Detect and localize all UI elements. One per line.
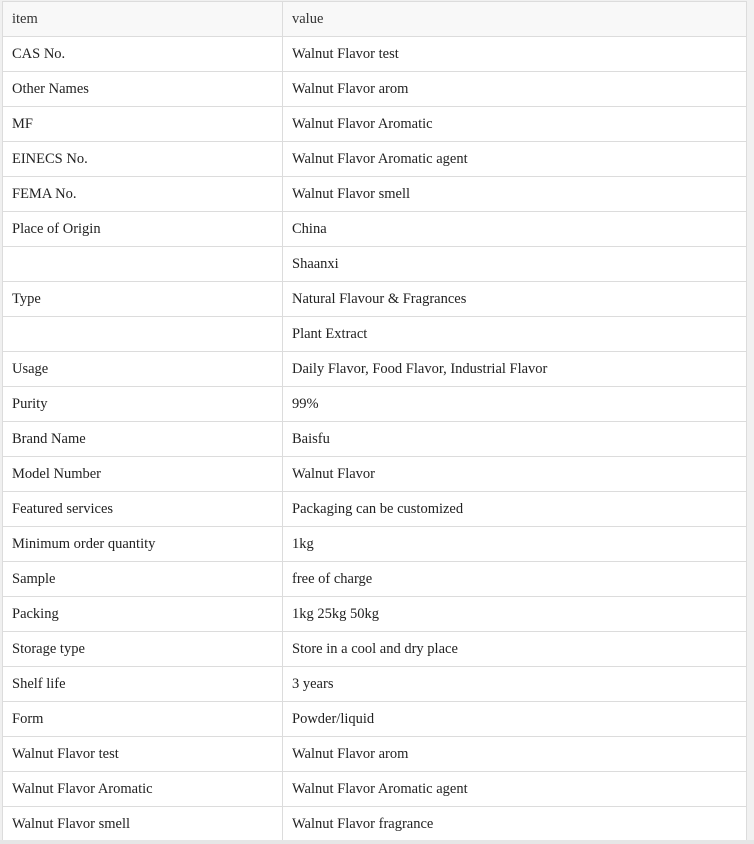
cell-value: free of charge: [283, 562, 747, 597]
cell-item: MF: [3, 107, 283, 142]
table-row: [3, 562, 747, 597]
table-header: [3, 2, 747, 37]
header-row: [3, 2, 747, 37]
cell-item: Sample: [3, 562, 283, 597]
cell-item: EINECS No.: [3, 142, 283, 177]
cell-value: Walnut Flavor arom: [283, 737, 747, 772]
cell-value: Walnut Flavor arom: [283, 72, 747, 107]
cell-value: 1kg: [283, 527, 747, 562]
cell-item: Walnut Flavor Aromatic: [3, 772, 283, 807]
cell-value: Walnut Flavor Aromatic agent: [283, 772, 747, 807]
cell-value: 1kg 25kg 50kg: [283, 597, 747, 632]
cell-item: Place of Origin: [3, 212, 283, 247]
cell-item: [3, 317, 283, 352]
cell-value: China: [283, 212, 747, 247]
cell-item: Storage type: [3, 632, 283, 667]
cell-value: Walnut Flavor: [283, 457, 747, 492]
cell-item: Purity: [3, 387, 283, 422]
cell-item: Usage: [3, 352, 283, 387]
cell-value: Walnut Flavor smell: [283, 177, 747, 212]
table-row: [3, 212, 747, 247]
table-row: [3, 387, 747, 422]
cell-value: 3 years: [283, 667, 747, 702]
table-row: [3, 632, 747, 667]
table-row: [3, 37, 747, 72]
vertical-scrollbar-track[interactable]: [747, 0, 754, 844]
table-row: [3, 457, 747, 492]
cell-item: Brand Name: [3, 422, 283, 457]
cell-item: Minimum order quantity: [3, 527, 283, 562]
spec-table: [2, 1, 747, 842]
cell-value: 99%: [283, 387, 747, 422]
cell-item: Walnut Flavor test: [3, 737, 283, 772]
table-row: [3, 282, 747, 317]
table-row: [3, 142, 747, 177]
table-body: [3, 37, 747, 842]
cell-item: Walnut Flavor smell: [3, 807, 283, 842]
cell-value: Packaging can be customized: [283, 492, 747, 527]
table-row: [3, 352, 747, 387]
cell-value: Natural Flavour & Fragrances: [283, 282, 747, 317]
cell-value: Daily Flavor, Food Flavor, Industrial Flavor: [283, 352, 747, 387]
cell-value: Shaanxi: [283, 247, 747, 282]
cell-item: Packing: [3, 597, 283, 632]
cell-item: Featured services: [3, 492, 283, 527]
table-row: [3, 737, 747, 772]
column-header-value: value: [283, 2, 747, 37]
table-row: [3, 807, 747, 842]
cell-item: Shelf life: [3, 667, 283, 702]
cell-value: Walnut Flavor Aromatic: [283, 107, 747, 142]
cell-value: Plant Extract: [283, 317, 747, 352]
cell-value: Baisfu: [283, 422, 747, 457]
cell-item: Model Number: [3, 457, 283, 492]
table-row: [3, 492, 747, 527]
table-row: [3, 702, 747, 737]
table-row: [3, 177, 747, 212]
cell-item: [3, 247, 283, 282]
table-row: [3, 597, 747, 632]
cell-value: Walnut Flavor fragrance: [283, 807, 747, 842]
table-row: [3, 527, 747, 562]
table-row: [3, 317, 747, 352]
cell-item: Type: [3, 282, 283, 317]
table-row: [3, 247, 747, 282]
horizontal-scrollbar-track[interactable]: [0, 840, 754, 844]
cell-item: CAS No.: [3, 37, 283, 72]
cell-value: Walnut Flavor Aromatic agent: [283, 142, 747, 177]
table-row: [3, 72, 747, 107]
cell-value: Walnut Flavor test: [283, 37, 747, 72]
cell-item: Other Names: [3, 72, 283, 107]
table-row: [3, 772, 747, 807]
cell-value: Powder/liquid: [283, 702, 747, 737]
table-row: [3, 422, 747, 457]
table-row: [3, 667, 747, 702]
cell-value: Store in a cool and dry place: [283, 632, 747, 667]
cell-item: FEMA No.: [3, 177, 283, 212]
column-header-item: item: [3, 2, 283, 37]
table-row: [3, 107, 747, 142]
cell-item: Form: [3, 702, 283, 737]
